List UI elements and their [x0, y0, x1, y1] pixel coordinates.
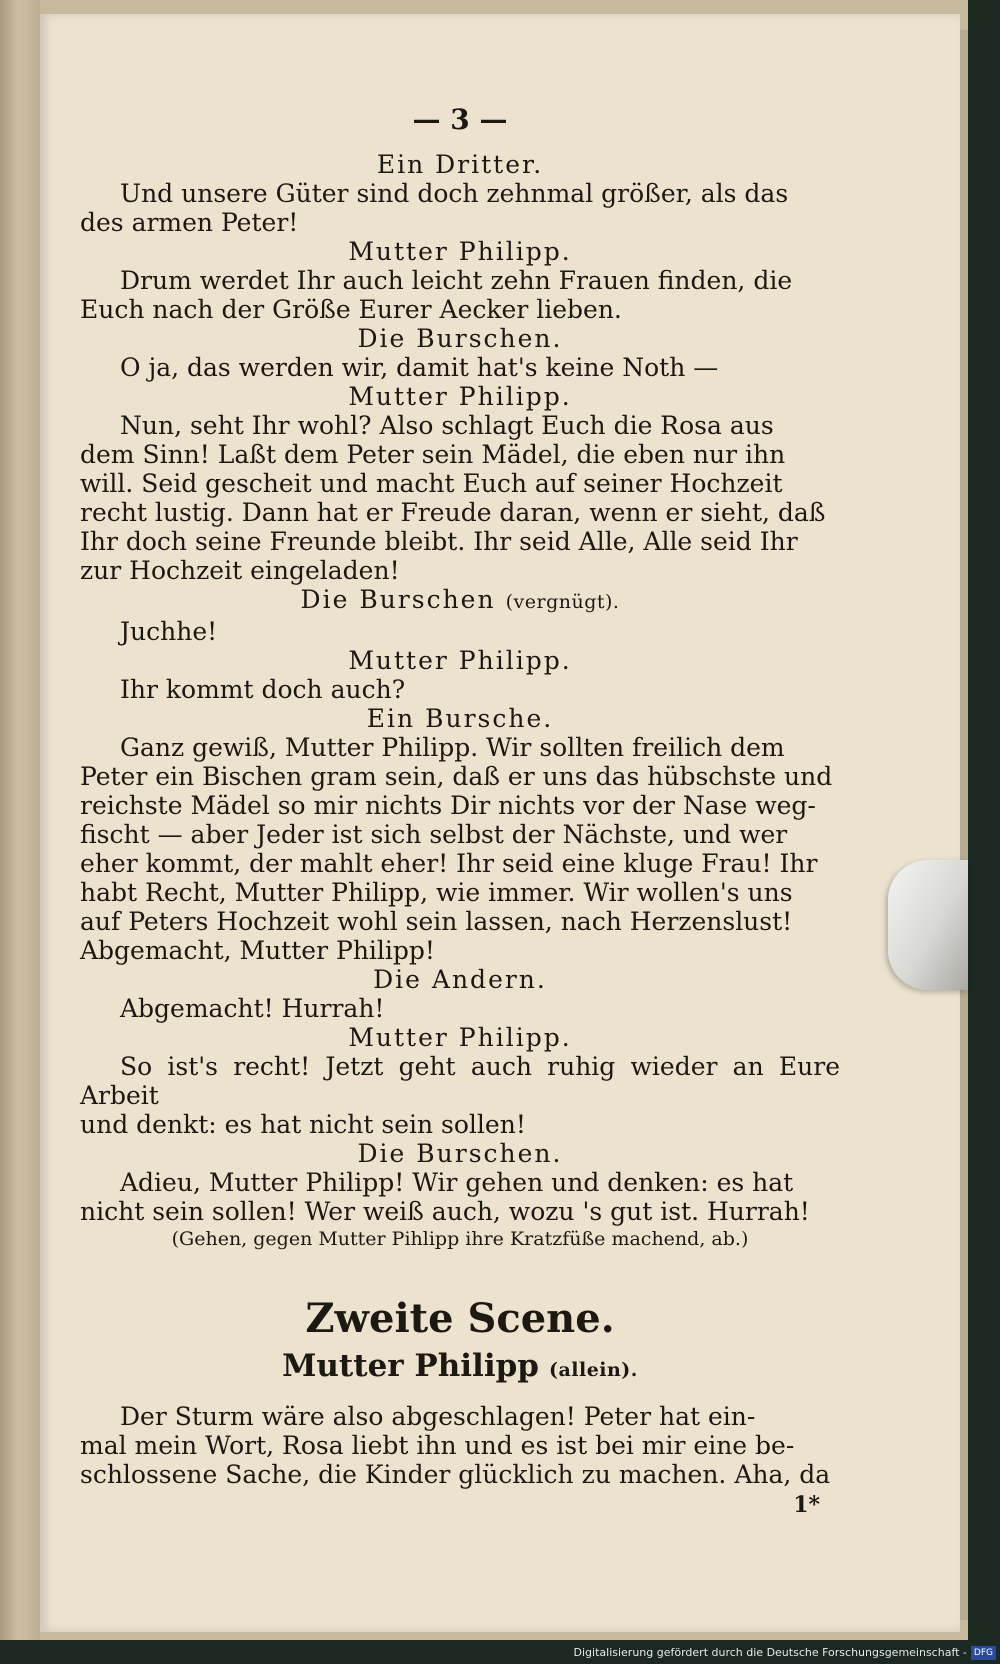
text-line: Nun, seht Ihr wohl? Also schlagt Euch die Rosa aus	[120, 411, 774, 440]
text-line: Peter ein Bischen gram sein, daß er uns das hübschste und	[80, 762, 833, 791]
text-line: und denkt: es hat nicht sein sollen!	[80, 1110, 526, 1139]
page-text	[80, 90, 840, 1521]
text-line: dem Sinn! Laßt dem Peter sein Mädel, die eben nur ihn	[80, 440, 786, 469]
speaker-label: Mutter Philipp.	[348, 1023, 572, 1052]
speaker-label: Die Burschen.	[357, 1139, 563, 1168]
text-line: fischt — aber Jeder ist sich selbst der Nächste, und wer	[80, 820, 788, 849]
text-line: O ja, das werden wir, damit hat's keine Noth —	[120, 353, 719, 382]
speaker-name	[80, 965, 840, 994]
text-line: Ganz gewiß, Mutter Philipp. Wir sollten freilich dem	[120, 733, 785, 762]
dfg-logo: DFG	[971, 1646, 996, 1660]
page-clip	[888, 860, 968, 990]
text-line: Euch nach der Größe Eurer Aecker lieben.	[80, 295, 622, 324]
speaker-label: Die Andern.	[373, 965, 547, 994]
text-line: Adieu, Mutter Philipp! Wir gehen und denken: es hat	[120, 1168, 794, 1197]
speaker-label: Ein Dritter.	[376, 150, 544, 179]
speaker-name	[80, 704, 840, 733]
text-line: will. Seid gescheit und macht Euch auf seiner Hochzeit	[80, 469, 783, 498]
speaker-name	[80, 150, 840, 179]
text-line: Und unsere Güter sind doch zehnmal größer, als das	[120, 179, 789, 208]
text-line: auf Peters Hochzeit wohl sein lassen, nach Herzenslust!	[80, 907, 793, 936]
text-line: nicht sein sollen! Wer weiß auch, wozu 's gut ist. Hurrah!	[80, 1197, 810, 1226]
speaker-name	[80, 585, 840, 617]
speaker-name	[80, 1139, 840, 1168]
text-line: recht lustig. Dann hat er Freude daran, wenn er sieht, daß	[80, 498, 826, 527]
text-line: Juchhe!	[120, 617, 218, 646]
scene-title: Zweite Scene.	[305, 1295, 615, 1342]
speaker-label: Mutter Philipp.	[348, 382, 572, 411]
stage-direction-line: (Gehen, gegen Mutter Pihlipp ihre Kratzfüße machend, ab.)	[171, 1228, 749, 1250]
text-line: zur Hochzeit eingeladen!	[80, 556, 400, 585]
text-line: reichste Mädel so mir nichts Dir nichts vor der Nase weg-	[80, 791, 816, 820]
text-line: Ihr doch seine Freunde bleibt. Ihr seid Alle, Alle seid Ihr	[80, 527, 798, 556]
text-blocks	[80, 150, 840, 1489]
page-edge	[960, 30, 968, 1620]
text-line: des armen Peter!	[80, 208, 299, 237]
speaker-label: Die Burschen.	[357, 324, 563, 353]
speaker-name	[80, 646, 840, 675]
text-line: schlossene Sache, die Kinder glücklich zu machen. Aha, da	[80, 1460, 831, 1489]
scene-speaker-name	[80, 1346, 840, 1390]
speaker-label: Mutter Philipp.	[348, 646, 572, 675]
speaker-label: Die Burschen	[300, 585, 496, 614]
text-line: Der Sturm wäre also abgeschlagen! Peter hat ein-	[120, 1402, 756, 1431]
text-line: mal mein Wort, Rosa liebt ihn und es ist bei mir eine be-	[80, 1431, 795, 1460]
speaker-name	[80, 237, 840, 266]
speaker-name	[80, 382, 840, 411]
text-line: eher kommt, der mahlt eher! Ihr seid eine kluge Frau! Ihr	[80, 849, 818, 878]
speaker-label: Mutter Philipp.	[348, 237, 572, 266]
dfg-footer	[560, 1644, 996, 1662]
text-line: Drum werdet Ihr auch leicht zehn Frauen finden, die	[120, 266, 793, 295]
stage-direction: (vergnügt).	[505, 591, 620, 613]
speaker-label: Mutter Philipp	[282, 1348, 539, 1384]
text-line: Ihr kommt doch auch?	[120, 675, 406, 704]
text-line: So ist's recht! Jetzt geht auch ruhig wieder an Eure Arbeit	[80, 1052, 840, 1110]
text-line: Abgemacht! Hurrah!	[120, 994, 385, 1023]
signature-mark: 1*	[793, 1492, 820, 1518]
speaker-label: Ein Bursche.	[366, 704, 554, 733]
text-line: Abgemacht, Mutter Philipp!	[80, 936, 435, 965]
book-gutter	[0, 0, 40, 1640]
page-number: — 3 —	[412, 103, 508, 136]
speaker-name	[80, 1023, 840, 1052]
stage-direction: (allein).	[548, 1359, 638, 1381]
text-line: habt Recht, Mutter Philipp, wie immer. Wir wollen's uns	[80, 878, 793, 907]
footer-text: Digitalisierung gefördert durch die Deutsche Forschungsgemeinschaft -	[573, 1646, 967, 1659]
speaker-name	[80, 324, 840, 353]
